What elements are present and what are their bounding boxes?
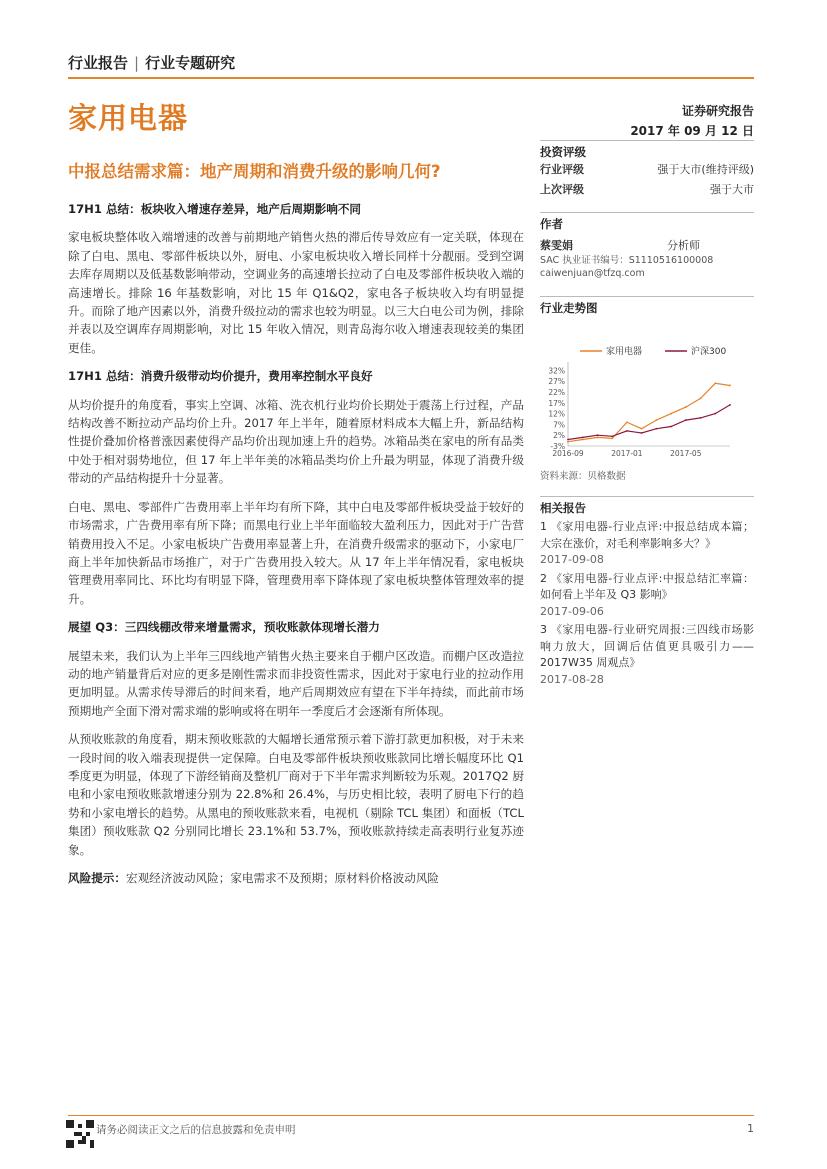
header-rule [68, 77, 754, 79]
data-point [729, 404, 731, 406]
section-heading: 展望 Q3：三四线棚改带来增量需求，预收账款体现增长潜力 [68, 620, 380, 635]
section-heading: 17H1 总结：板块收入增速存差异，地产后周期影响不同 [68, 202, 362, 216]
trend-chart-block [540, 296, 754, 483]
data-point [714, 382, 716, 384]
related-report-date: 2017-09-08 [540, 553, 604, 566]
paragraph: 从均价提升的角度看，事实上空调、冰箱、洗衣机行业均价长期处于震荡上行过程，产品结构改善不断拉动产品均价上升。2017 年上半年，随着原材料成本大幅上升，新品结构性提价叠加价格普涨因素使得产品均价出现加速上升的趋势。冰箱品类在家电的所有品类中处于相对弱势地位，但 17 年上半年美的冰箱品类均价上升最为明显，体现了消费升级带动的产品结构提升十分显著。 [68, 397, 524, 486]
related-report-link[interactable]: 3 《家用电器-行业研究周报:三四线市场影响力放大，回调后估值更具吸引力——2017W35 周观点》 [540, 623, 754, 669]
data-point [597, 434, 599, 436]
x-tick-label: 2017-05 [670, 449, 702, 458]
report-title: 中报总结需求篇：地产周期和消费升级的影响几何? [68, 162, 441, 181]
author-heading: 作者 [540, 212, 754, 232]
page-number: 1 [747, 1122, 754, 1135]
chart-source: 资料来源：贝格数据 [540, 471, 626, 482]
data-point [700, 417, 702, 419]
data-point [597, 436, 599, 438]
y-tick-label: 27% [548, 377, 565, 387]
paragraph: 白电、黑电、零部件广告费用率上半年均有所下降，其中白电及零部件板块受益于较好的市场需求，广告费用率有所下降；而黑电行业上半年面临较大盈利压力，因此对于广告营销费用投入不足。小家电板块广告费用率显著上升，在消费升级需求的驱动下，小家电厂商上半年加快新品市场推广，对于广告费用投入较大。从 17 年上半年情况看，家电板块管理费用率同比、环比均有明显下降，管理费用率下降体现了家电板块整体管理效率的提升。 [68, 499, 524, 606]
related-report-link[interactable]: 1 《家用电器-行业点评:中报总结成本篇；大宗在涨价，对毛利率影响多大？》 [540, 520, 754, 550]
data-point [685, 419, 687, 421]
x-tick-label: 2016-09 [552, 449, 584, 458]
paragraph: 家电板块整体收入端增速的改善与前期地产销售火热的滞后传导效应有一定关联，体现在除了白电、黑电、零部件板块以外，厨电、小家电板块收入增长同样十分靓丽。受到空调去库存周期以及低基数影响带动，空调业务的高速增长拉动了白电及零部件板块收入端的高速增长。排除 16 年基数影响，对比 15 年 Q1&Q2，家电各子板块收入均有明显提升。而除了地产因素以外，消费升级拉动的需求也较为明显。以三大白电公司为例，排除并表以及空调库存周期影响，对比 15 年收入情况，则青岛海尔收入增速表现较美的集团更佳。 [68, 230, 524, 355]
rating-heading: 投资评级 [540, 140, 754, 160]
paragraph: 从预收账款的角度看，期末预收账款的大幅增长通常预示着下游打款更加积极，对于未来一段时间的收入端表现提供一定保障。白电及零部件板块预收账款同比增长幅度环比 Q1 季度更为明显，体现了下游经销商及整机厂商对于下半年需求判断较为乐观。2017Q2 厨电和小家电预收账款增速分别为 22.8%和 26.4%，与历史相比较，表明了厨电下行的趋势和小家电增长的趋势。从黑电的预收账款来看，电视机（剔除 TCL 集团）和面板（TCL 集团）预收账款 Q2 分别同比增长 23.1%和 53.7%，预收账款持续走高表明行业复苏迹象。 [68, 732, 524, 857]
x-tick-label: 2017-01 [611, 449, 643, 458]
y-tick-label: 22% [548, 387, 565, 397]
data-point [670, 426, 672, 428]
author-license: SAC 执业证书编号：S1110516100008 [540, 255, 714, 266]
rating-row [540, 160, 754, 180]
legend-label: 沪深300 [691, 347, 727, 357]
related-report-date: 2017-08-28 [540, 672, 604, 686]
y-tick-label: 17% [548, 398, 565, 408]
report-date: 2017 年 09 月 12 日 [630, 124, 754, 138]
data-point [655, 419, 657, 421]
related-reports-block [540, 496, 754, 690]
data-point [729, 385, 731, 387]
trend-chart [540, 318, 754, 468]
author-email[interactable]: caiwenjuan@tfzq.com [540, 268, 645, 279]
data-point [714, 413, 716, 415]
chart-heading: 行业走势图 [540, 296, 754, 316]
main-body [68, 200, 524, 897]
data-point [655, 428, 657, 430]
y-tick-label: 2% [553, 431, 565, 441]
risk-label: 风险提示： [68, 871, 126, 885]
data-point [567, 441, 569, 443]
report-type: 证券研究报告 [681, 104, 754, 118]
data-point [641, 428, 643, 430]
author-row [540, 238, 700, 254]
rating-block [540, 140, 754, 200]
footer-disclaimer[interactable]: 请务必阅读正文之后的信息披露和免责申明 [96, 1124, 296, 1136]
series-line [568, 383, 730, 441]
legend-label: 家用电器 [606, 347, 643, 357]
rating-key: 上次评级 [540, 183, 584, 196]
author-block [540, 212, 754, 280]
related-report-link[interactable]: 2 《家用电器-行业点评:中报总结汇率篇：如何看上半年及 Q3 影响》 [540, 571, 754, 601]
rating-value: 强于大市 [710, 183, 754, 196]
rating-value: 强于大市(维持评级) [657, 163, 754, 176]
footer-rule [68, 1115, 754, 1116]
data-point [700, 398, 702, 400]
data-point [626, 430, 628, 432]
data-point [670, 413, 672, 415]
rating-row [540, 180, 754, 200]
risk-warning [68, 869, 524, 887]
y-tick-label: 12% [548, 409, 565, 419]
y-tick-label: -3% [550, 442, 565, 451]
author-role: 分析师 [667, 239, 700, 252]
data-point [582, 439, 584, 441]
data-point [611, 435, 613, 437]
data-point [641, 432, 643, 434]
related-report-date: 2017-09-06 [540, 604, 604, 618]
data-point [626, 421, 628, 423]
subcategory-label: 行业专题研究 [145, 54, 236, 72]
category-label: 行业报告 [68, 54, 129, 72]
y-tick-label: 7% [553, 420, 565, 430]
data-point [685, 406, 687, 408]
qr-code-icon [66, 1120, 94, 1148]
author-name: 蔡雯娟 [540, 239, 573, 252]
data-point [582, 436, 584, 438]
data-point [611, 438, 613, 440]
report-category [68, 52, 235, 73]
category-separator: | [134, 54, 140, 72]
y-tick-label: 32% [548, 366, 565, 376]
data-point [567, 439, 569, 441]
series-line [568, 405, 730, 440]
section-heading: 17H1 总结：消费升级带动均价提升，费用率控制水平良好 [68, 369, 373, 384]
risk-text: 宏观经济波动风险；家电需求不及预期；原材料价格波动风险 [125, 871, 440, 885]
related-heading: 相关报告 [540, 496, 754, 516]
sector-title: 家用电器 [68, 101, 189, 135]
paragraph: 展望未来，我们认为上半年三四线地产销售火热主要来自于棚户区改造。而棚户区改造拉动的地产销量背后对应的更多是刚性需求而非投资性需求，因此对于家电行业的拉动作用更加明显。从需求传导滞后的时间来看，地产后周期效应有望在下半年持续，而此前市场预期地产全面下滑对需求端的影响或将在明年一季度后才会逐渐有所体现。 [68, 648, 524, 718]
rating-key: 行业评级 [540, 163, 584, 176]
